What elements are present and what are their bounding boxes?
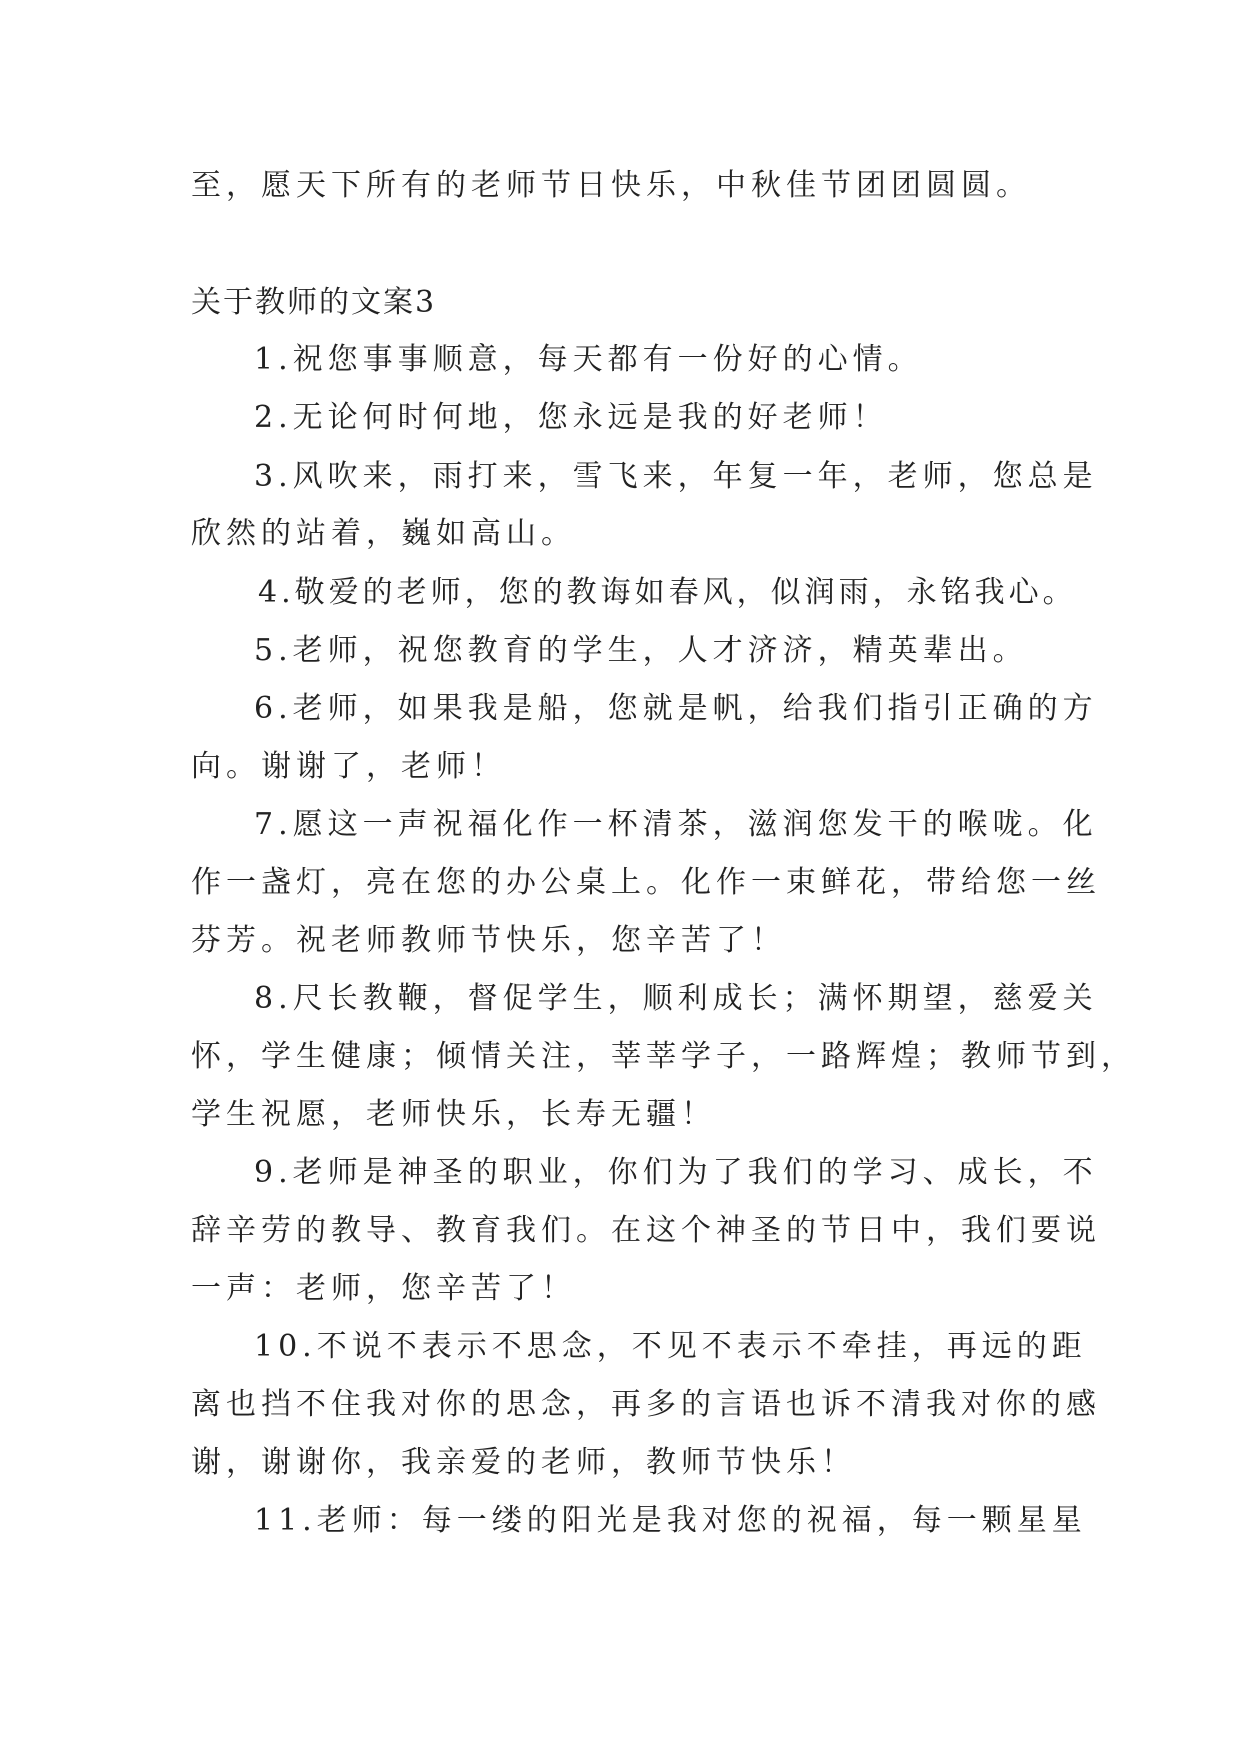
text-line: 3.风吹来，雨打来，雪飞来，年复一年，老师，您总是 xyxy=(254,459,1098,494)
text-line: 10.不说不表示不思念，不见不表示不牵挂，再远的距 xyxy=(254,1329,1087,1364)
text-line: 芬芳。祝老师教师节快乐，您辛苦了！ xyxy=(191,923,786,958)
text-line: 1.祝您事事顺意，每天都有一份好的心情。 xyxy=(254,342,923,377)
text-line: 至，愿天下所有的老师节日快乐，中秋佳节团团圆圆。 xyxy=(191,168,1031,203)
text-line: 8.尺长教鞭，督促学生，顺利成长；满怀期望，慈爱关 xyxy=(254,981,1098,1016)
text-line: 一声：老师，您辛苦了！ xyxy=(191,1271,576,1306)
text-line: 作一盏灯，亮在您的办公桌上。化作一束鲜花，带给您一丝 xyxy=(191,865,1101,900)
text-line: 5.老师，祝您教育的学生，人才济济，精英辈出。 xyxy=(254,633,1028,668)
text-line: 离也挡不住我对你的思念，再多的言语也诉不清我对你的感 xyxy=(191,1387,1101,1422)
section-heading: 关于教师的文案3 xyxy=(191,285,437,320)
text-line: 怀，学生健康；倾情关注，莘莘学子，一路辉煌；教师节到， xyxy=(191,1039,1136,1074)
text-line: 辞辛劳的教导、教育我们。在这个神圣的节日中，我们要说 xyxy=(191,1213,1101,1248)
text-line: 欣然的站着，巍如高山。 xyxy=(191,516,576,551)
text-line: 4.敬爱的老师，您的教诲如春风，似润雨，永铭我心。 xyxy=(258,575,1077,610)
text-line: 11.老师：每一缕的阳光是我对您的祝福，每一颗星星 xyxy=(254,1503,1087,1538)
text-line: 2.无论何时何地，您永远是我的好老师！ xyxy=(254,400,888,435)
text-line: 谢，谢谢你，我亲爱的老师，教师节快乐！ xyxy=(191,1445,856,1480)
text-line: 9.老师是神圣的职业，你们为了我们的学习、成长，不 xyxy=(254,1155,1098,1190)
text-line: 向。谢谢了，老师！ xyxy=(191,749,506,784)
text-line: 学生祝愿，老师快乐，长寿无疆！ xyxy=(191,1097,716,1132)
text-line: 6.老师，如果我是船，您就是帆，给我们指引正确的方 xyxy=(254,691,1098,726)
text-line: 7.愿这一声祝福化作一杯清茶，滋润您发干的喉咙。化 xyxy=(254,807,1098,842)
